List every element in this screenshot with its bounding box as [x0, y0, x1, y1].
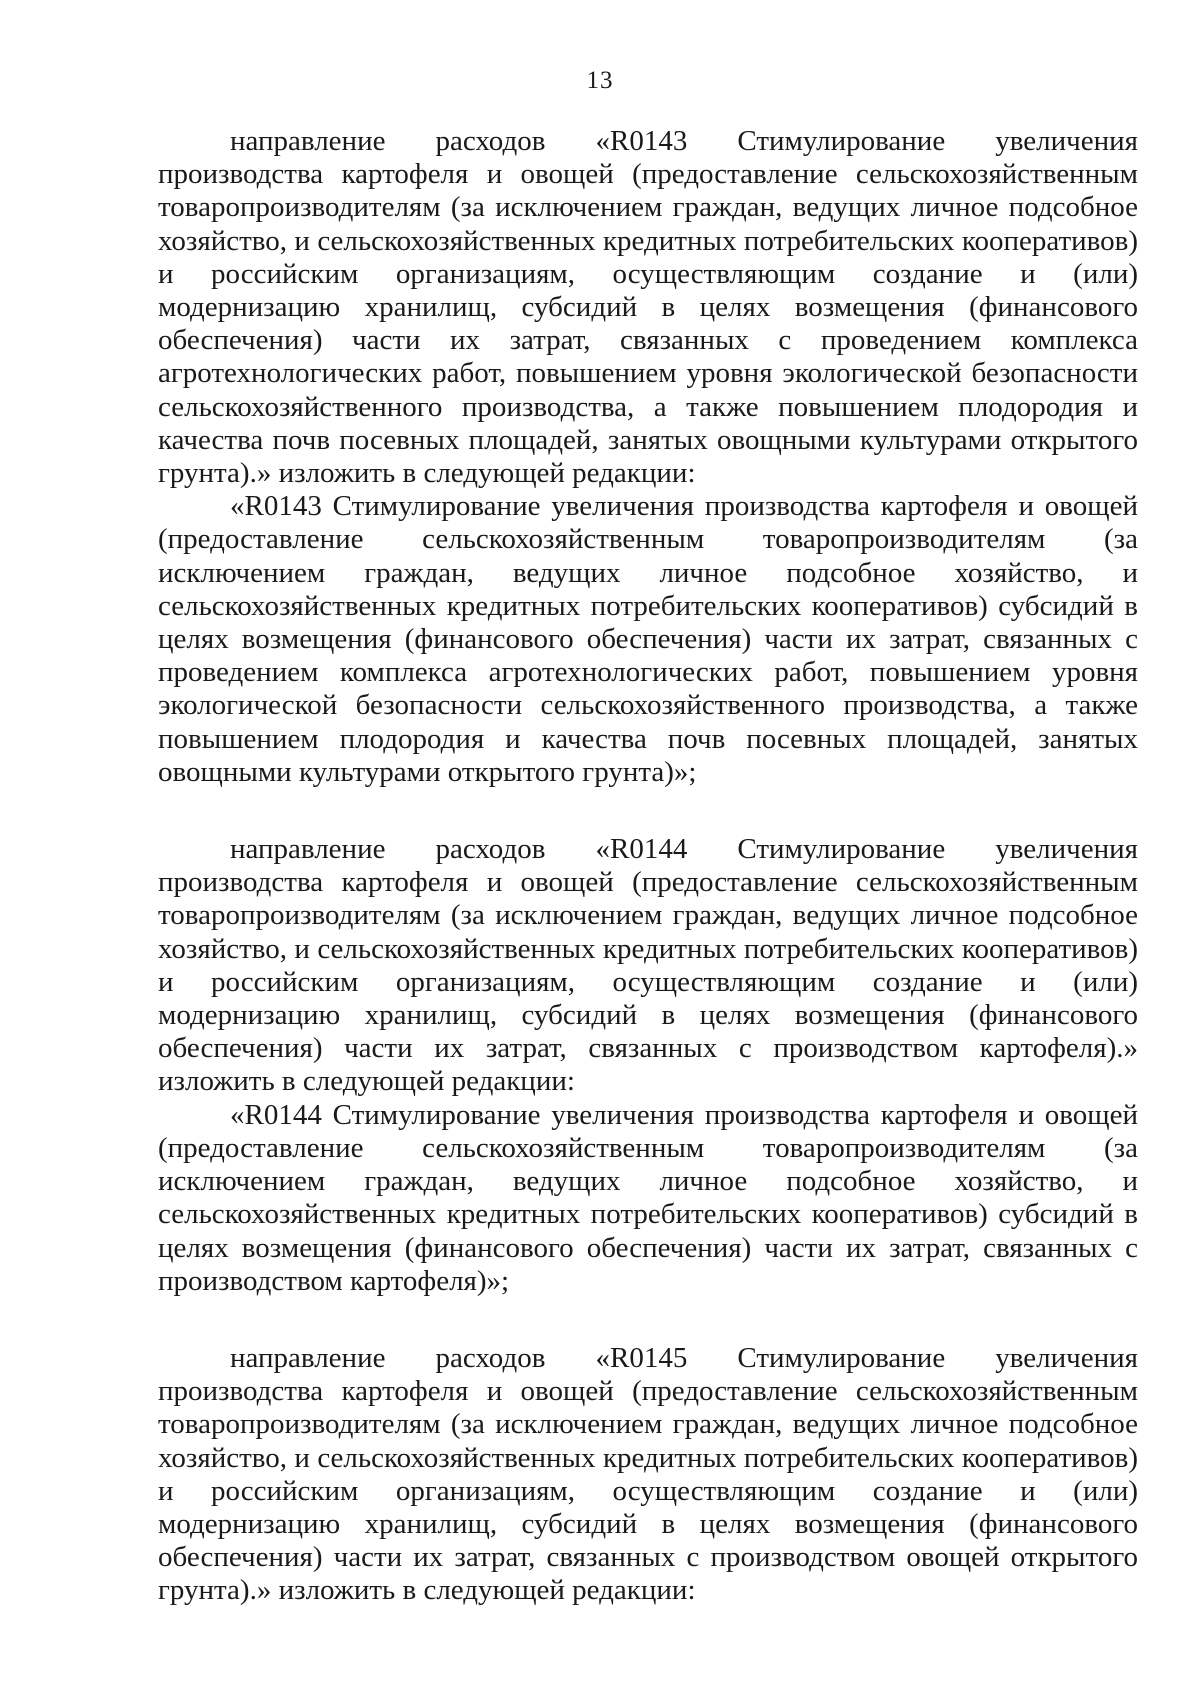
paragraph-r0143-original: направление расходов «R0143 Стимулирование увеличения производства картофеля и овощей (предоставление сельскохозяйственным товаропроизводителям (за исключением граждан, ведущих личное подсобное хозяйство, и сельскохозяйственных кредитных потребительских кооперативов) и российским организациям, осуществляющим создание и (или) модернизацию хранилищ, субсидий в целях возмещения (финансового обеспечения) части их затрат, связанных с проведением комплекса агротехнологических работ, повышением уровня экологической безопасности сельскохозяйственного производства, а также повышением плодородия и качества почв посевных площадей, занятых овощными культурами открытого грунта).» изложить в следующей редакции:: [158, 125, 1138, 490]
paragraph-r0144-original: направление расходов «R0144 Стимулирование увеличения производства картофеля и овощей (предоставление сельскохозяйственным товаропроизводителям (за исключением граждан, ведущих личное подсобное хозяйство, и сельскохозяйственных кредитных потребительских кооперативов) и российским организациям, осуществляющим создание и (или) модернизацию хранилищ, субсидий в целях возмещения (финансового обеспечения) части их затрат, связанных с производством картофеля).» изложить в следующей редакции:: [158, 833, 1138, 1098]
page-number: 13: [586, 67, 614, 94]
paragraph-spacer: [158, 789, 1138, 833]
document-body: [158, 125, 1138, 1608]
paragraph-spacer: [158, 1298, 1138, 1342]
paragraph-r0143-new: «R0143 Стимулирование увеличения производства картофеля и овощей (предоставление сельскохозяйственным товаропроизводителям (за исключением граждан, ведущих личное подсобное хозяйство, и сельскохозяйственных кредитных потребительских кооперативов) субсидий в целях возмещения (финансового обеспечения) части их затрат, связанных с проведением комплекса агротехнологических работ, повышением уровня экологической безопасности сельскохозяйственного производства, а также повышением плодородия и качества почв посевных площадей, занятых овощными культурами открытого грунта)»;: [158, 490, 1138, 788]
paragraph-r0144-new: «R0144 Стимулирование увеличения производства картофеля и овощей (предоставление сельскохозяйственным товаропроизводителям (за исключением граждан, ведущих личное подсобное хозяйство, и сельскохозяйственных кредитных потребительских кооперативов) субсидий в целях возмещения (финансового обеспечения) части их затрат, связанных с производством картофеля)»;: [158, 1098, 1138, 1297]
paragraph-r0145-original: направление расходов «R0145 Стимулирование увеличения производства картофеля и овощей (предоставление сельскохозяйственным товаропроизводителям (за исключением граждан, ведущих личное подсобное хозяйство, и сельскохозяйственных кредитных потребительских кооперативов) и российским организациям, осуществляющим создание и (или) модернизацию хранилищ, субсидий в целях возмещения (финансового обеспечения) части их затрат, связанных с производством овощей открытого грунта).» изложить в следующей редакции:: [158, 1341, 1138, 1607]
